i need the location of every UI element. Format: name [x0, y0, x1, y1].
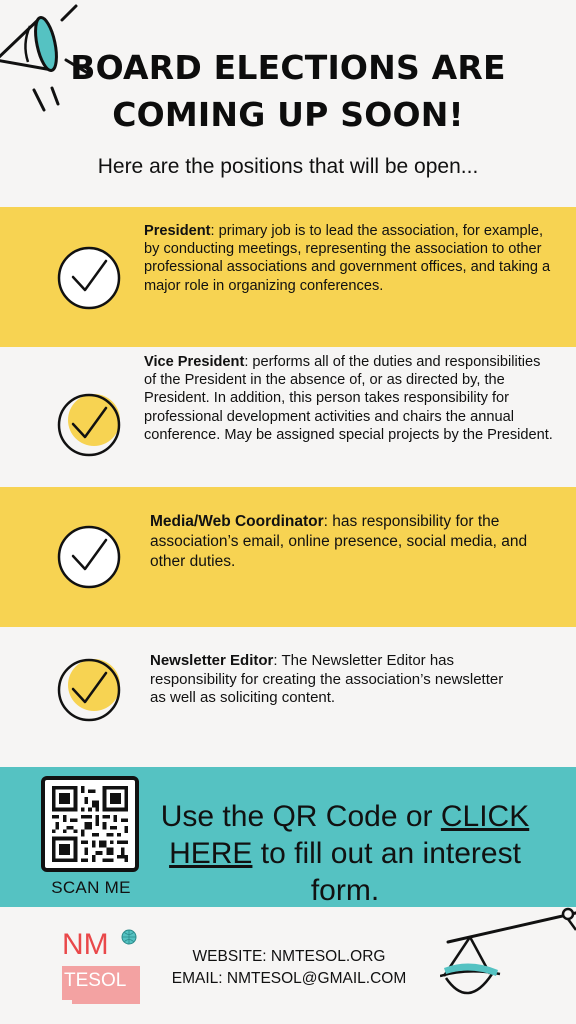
position-description-vice-president — [144, 353, 556, 444]
position-description-president — [144, 222, 554, 295]
position-text: : The Newsletter Editor has responsibility for creating the association’s newsletter as well as soliciting content. — [150, 652, 504, 706]
checkmark-circle-icon — [54, 243, 124, 313]
qr-code-icon — [51, 786, 129, 862]
checkmark-circle-icon — [54, 390, 124, 460]
position-text: : primary job is to lead the association, for example, by conducting meetings, representing the association to other professional associations and government offices, and taking a major role in organizing conferences. — [144, 223, 551, 294]
page-title — [20, 44, 556, 138]
cta-text-after: to fill out an interest form. — [252, 837, 521, 907]
checkmark-circle-icon — [54, 522, 124, 592]
position-description-media-web-coordinator — [150, 512, 545, 572]
cta-text-before: Use the QR Code or — [160, 800, 441, 833]
position-title: Vice President — [144, 354, 245, 370]
title-line-1: BOARD ELECTIONS ARE — [70, 48, 506, 87]
globe-icon — [122, 930, 136, 944]
scan-me-label: SCAN ME — [51, 878, 131, 897]
scales-of-justice-icon — [440, 890, 576, 1024]
qr-code[interactable] — [41, 776, 139, 872]
click-here-link[interactable]: CLICK HERE — [169, 800, 530, 870]
position-text: : performs all of the duties and responsibilities of the President in the absence of, or as directed by, the President. In addition, this person takes responsibility for professional development activities and chairs the annual conference. May be assigned special projects by the President. — [144, 354, 553, 443]
subtitle: Here are the positions that will be open... — [97, 155, 479, 178]
position-title: Newsletter Editor — [150, 652, 274, 669]
position-title: Media/Web Coordinator — [150, 513, 324, 530]
position-text: : has responsibility for the association’s email, online presence, social media, and other duties. — [150, 513, 528, 570]
nmtesol-logo — [56, 920, 148, 1010]
email-text[interactable]: EMAIL: NMTESOL@GMAIL.COM — [171, 970, 407, 987]
position-description-newsletter-editor — [150, 652, 520, 708]
title-line-2: COMING UP SOON! — [112, 95, 464, 134]
contact-info — [160, 946, 418, 990]
checkmark-circle-icon — [54, 655, 124, 725]
logo-text-tesol: TESOL — [64, 970, 127, 991]
website-text[interactable]: WEBSITE: NMTESOL.ORG — [192, 948, 386, 965]
position-title: President — [144, 223, 211, 239]
logo-text-nm: NM — [62, 928, 109, 961]
